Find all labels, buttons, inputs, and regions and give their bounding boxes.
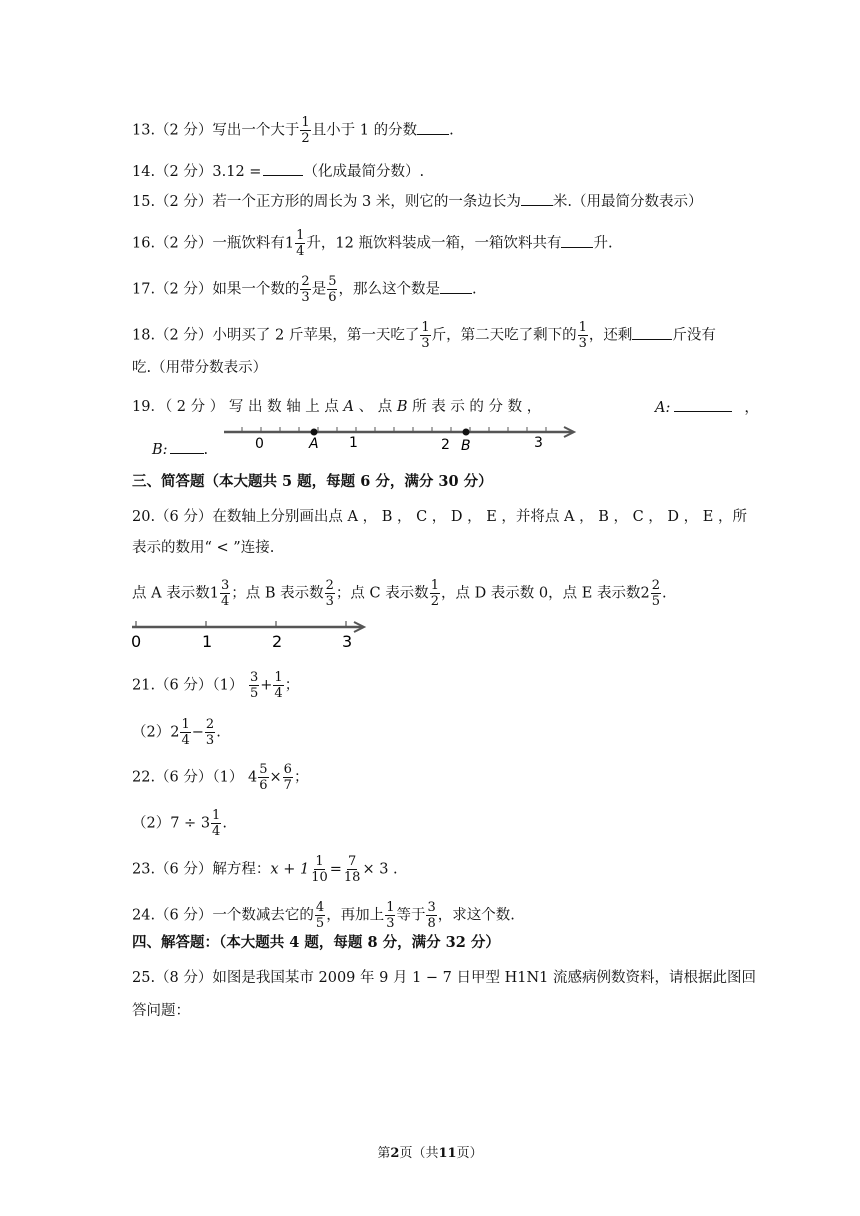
fraction [420, 320, 430, 351]
denominator: 5 [249, 686, 259, 701]
denominator: 7 [283, 778, 292, 793]
denominator: 4 [274, 686, 283, 701]
question-22-part2 [132, 808, 227, 839]
question-20-line1: 20.（6 分）在数轴上分别画出点 A ， B ， C ， D ， E ，并将点 A ， B ， C ， D ， E ，所 [132, 509, 747, 525]
q19-end: . [203, 442, 209, 458]
q19-text-2: 所 表 示 的 分 数 ， [412, 399, 542, 415]
numerator: 5 [328, 274, 337, 289]
whole-number: 2 [170, 724, 180, 741]
fraction [315, 900, 325, 931]
point-c-text: ；点 C 表示数 [335, 585, 429, 602]
question-22-part1 [132, 762, 308, 793]
question-25-line1: 25.（8 分）如图是我国某市 2009 年 9 月 1 − 7 日甲型 H1N1 流感病例数资料，请根据此图回 [132, 970, 756, 986]
q17-text: 17.（2 分）如果一个数的 [132, 281, 300, 298]
denominator: 3 [325, 594, 334, 609]
question-19 [132, 397, 541, 417]
number-line-q20 [128, 617, 372, 651]
question-18-cont [132, 358, 267, 378]
q21-part2-label: （2） [132, 724, 171, 741]
point-b [463, 429, 470, 436]
denominator: 4 [212, 824, 221, 839]
answer-blank-a[interactable] [674, 397, 732, 412]
numerator: 2 [301, 274, 310, 289]
question-24 [132, 900, 515, 931]
point-de-text: ，点 D 表示数 0，点 E 表示数 [440, 585, 641, 602]
q17-end: . [471, 281, 477, 298]
page-footer [0, 1142, 860, 1161]
question-23 [132, 854, 398, 885]
numerator: 3 [427, 900, 436, 915]
numerator: 2 [651, 578, 660, 593]
whole-number: 2 [640, 585, 650, 602]
fraction [205, 717, 215, 748]
answer-blank[interactable] [417, 120, 449, 135]
fraction [385, 900, 395, 931]
q16-text: 16.（2 分）一瓶饮料有 [132, 235, 285, 252]
section-3-heading: 三、简答题（本大题共 5 题，每题 6 分，满分 30 分） [132, 473, 493, 490]
q19-answer-b [152, 439, 208, 460]
q18-text: 18.（2 分）小明买了 2 斤苹果，第一天吃了 [132, 327, 420, 344]
fraction [310, 854, 329, 885]
numerator: 1 [421, 320, 430, 335]
q20-end: . [661, 585, 667, 602]
tick-1: 1 [349, 435, 358, 451]
denominator: 5 [651, 594, 660, 609]
q15-text: 15.（2 分）若一个正方形的周长为 3 米，则它的一条边长为 [132, 194, 521, 210]
q18-text-4: 斤没有 [672, 327, 716, 344]
page-number: 2 [390, 1146, 400, 1161]
denominator: 5 [315, 916, 325, 931]
numerator: 7 [348, 854, 357, 869]
numerator: 1 [212, 808, 221, 823]
answer-blank-b[interactable] [170, 439, 204, 454]
fraction [295, 228, 305, 259]
q19-answer-a [655, 397, 759, 418]
question-21-part2 [132, 717, 221, 748]
denominator: 3 [421, 336, 430, 351]
q24-end: ，求这个数. [437, 907, 515, 924]
denominator: 4 [181, 733, 190, 748]
number-line-q19 [220, 420, 582, 454]
tick-3: 3 [342, 632, 353, 651]
question-14 [132, 161, 424, 182]
q24-text-3: 等于 [396, 907, 426, 924]
tick-2: 2 [272, 632, 283, 651]
answer-b-label: B: [152, 442, 168, 458]
q22-end: ； [293, 769, 309, 786]
q13-text: 13.（2 分）写出一个大于 [132, 122, 300, 139]
whole-number: 4 [247, 769, 258, 786]
point-a-label: A [343, 399, 355, 415]
whole-number: 1 [209, 585, 219, 602]
numerator: 1 [181, 717, 190, 732]
denominator: 3 [578, 336, 587, 351]
denominator: 3 [205, 733, 215, 748]
numerator: 4 [315, 900, 325, 915]
numerator: 1 [301, 115, 310, 130]
whole-number: 1 [284, 235, 295, 252]
numerator: 5 [259, 762, 268, 777]
question-17 [132, 274, 477, 305]
tick-2: 2 [441, 437, 450, 453]
point-a-axis-label: A [309, 436, 319, 452]
q14-text: 14.（2 分）3.12 = [132, 164, 262, 180]
question-15 [132, 191, 702, 212]
q16-text-2: 升，12 瓶饮料装成一箱，一箱饮料共有 [306, 235, 562, 252]
fraction [300, 274, 310, 305]
q14-text-2: （化成最简分数）. [303, 164, 425, 180]
denominator: 18 [343, 870, 361, 885]
q18-text-5: 吃.（用带分数表示） [132, 360, 268, 376]
fraction [343, 854, 362, 885]
q19-text: 19．（ 2 分 ） 写 出 数 轴 上 点 [132, 399, 339, 415]
tick-0: 0 [255, 436, 264, 452]
q18-text-3: ，还剩 [588, 327, 633, 344]
answer-blank[interactable] [561, 233, 593, 248]
q24-text-2: ，再加上 [326, 907, 385, 924]
fraction [283, 762, 293, 793]
numerator: 1 [296, 228, 305, 243]
fraction [426, 900, 436, 931]
q21-end: ； [284, 677, 300, 694]
denominator: 10 [311, 870, 328, 885]
fraction [430, 578, 440, 609]
q16-end: 升. [593, 235, 613, 252]
fraction [220, 578, 230, 609]
q18-text-2: 斤，第二天吃了剩下的 [431, 327, 577, 344]
q23-text: 23.（6 分）解方程： [132, 861, 271, 878]
equation-rhs-tail: × 3 . [362, 861, 398, 878]
denominator: 2 [301, 131, 310, 146]
numerator: 1 [274, 670, 283, 685]
question-20-points [132, 578, 667, 609]
fraction [211, 808, 221, 839]
denominator: 4 [296, 244, 305, 259]
fraction [578, 320, 588, 351]
question-20-line2: 表示的数用“ < ”连接. [132, 540, 275, 556]
fraction [327, 274, 337, 305]
q15-text-2: 米.（用最简分数表示） [552, 194, 703, 210]
answer-a-label: A: [655, 400, 671, 416]
fraction [300, 115, 310, 146]
denominator: 8 [427, 916, 436, 931]
operator: × [269, 769, 282, 786]
question-21-part1 [132, 670, 299, 701]
fraction [258, 762, 268, 793]
numerator: 3 [249, 670, 259, 685]
numerator: 1 [315, 854, 324, 869]
section-4-heading: 四、解答题：（本大题共 4 题，每题 8 分，满分 32 分） [132, 934, 500, 951]
q22-text: 22.（6 分）（1） [132, 769, 244, 786]
fraction [325, 578, 335, 609]
footer-text: 第 [377, 1146, 391, 1161]
point-b-label: B [396, 399, 408, 415]
tick-1: 1 [202, 632, 213, 651]
question-25-line2: 答问题： [132, 1003, 190, 1019]
footer-text-3: 页） [456, 1146, 483, 1161]
fraction [651, 578, 661, 609]
denominator: 3 [386, 916, 395, 931]
q17-text-3: ，那么这个数是 [338, 281, 440, 298]
point-a-text: 点 A 表示数 [132, 585, 210, 602]
denominator: 3 [301, 290, 310, 305]
answer-blank[interactable] [521, 191, 553, 206]
question-16 [132, 228, 613, 259]
q22-end2: . [222, 815, 227, 832]
point-a [311, 429, 318, 436]
denominator: 6 [259, 778, 268, 793]
q13-end: . [449, 122, 454, 139]
footer-text-2: 页（共 [399, 1146, 439, 1161]
answer-blank[interactable] [632, 325, 672, 340]
equals-sign: = [329, 861, 342, 878]
q17-text-2: 是 [311, 281, 327, 298]
point-b-axis-label: B [461, 438, 471, 454]
q19-comma: ， [744, 400, 759, 416]
page-total: 11 [438, 1146, 457, 1161]
question-13 [132, 115, 454, 146]
numerator: 2 [205, 717, 215, 732]
fraction [180, 717, 190, 748]
q19-sep: 、 点 [358, 399, 393, 415]
numerator: 1 [430, 578, 439, 593]
numerator: 2 [325, 578, 334, 593]
denominator: 2 [430, 594, 439, 609]
tick-3: 3 [534, 435, 543, 451]
q22-part2-text: （2）7 ÷ 3 [132, 815, 211, 832]
operator: + [260, 677, 273, 694]
numerator: 6 [283, 762, 292, 777]
q21-end2: . [216, 724, 221, 741]
fraction [249, 670, 259, 701]
q13-text-2: 且小于 1 的分数 [311, 122, 418, 139]
denominator: 6 [328, 290, 337, 305]
question-18 [132, 320, 716, 351]
tick-0: 0 [131, 632, 142, 651]
numerator: 1 [578, 320, 587, 335]
denominator: 4 [220, 594, 230, 609]
q21-text: 21.（6 分）（1） [132, 677, 244, 694]
equation-lhs: x + 1 [270, 861, 310, 878]
answer-blank[interactable] [440, 279, 472, 294]
operator: − [191, 724, 204, 741]
fraction [273, 670, 283, 701]
numerator: 1 [386, 900, 395, 915]
answer-blank[interactable] [263, 161, 303, 176]
q24-text: 24.（6 分）一个数减去它的 [132, 907, 314, 924]
numerator: 3 [220, 578, 230, 593]
point-b-text: ；点 B 表示数 [231, 585, 324, 602]
